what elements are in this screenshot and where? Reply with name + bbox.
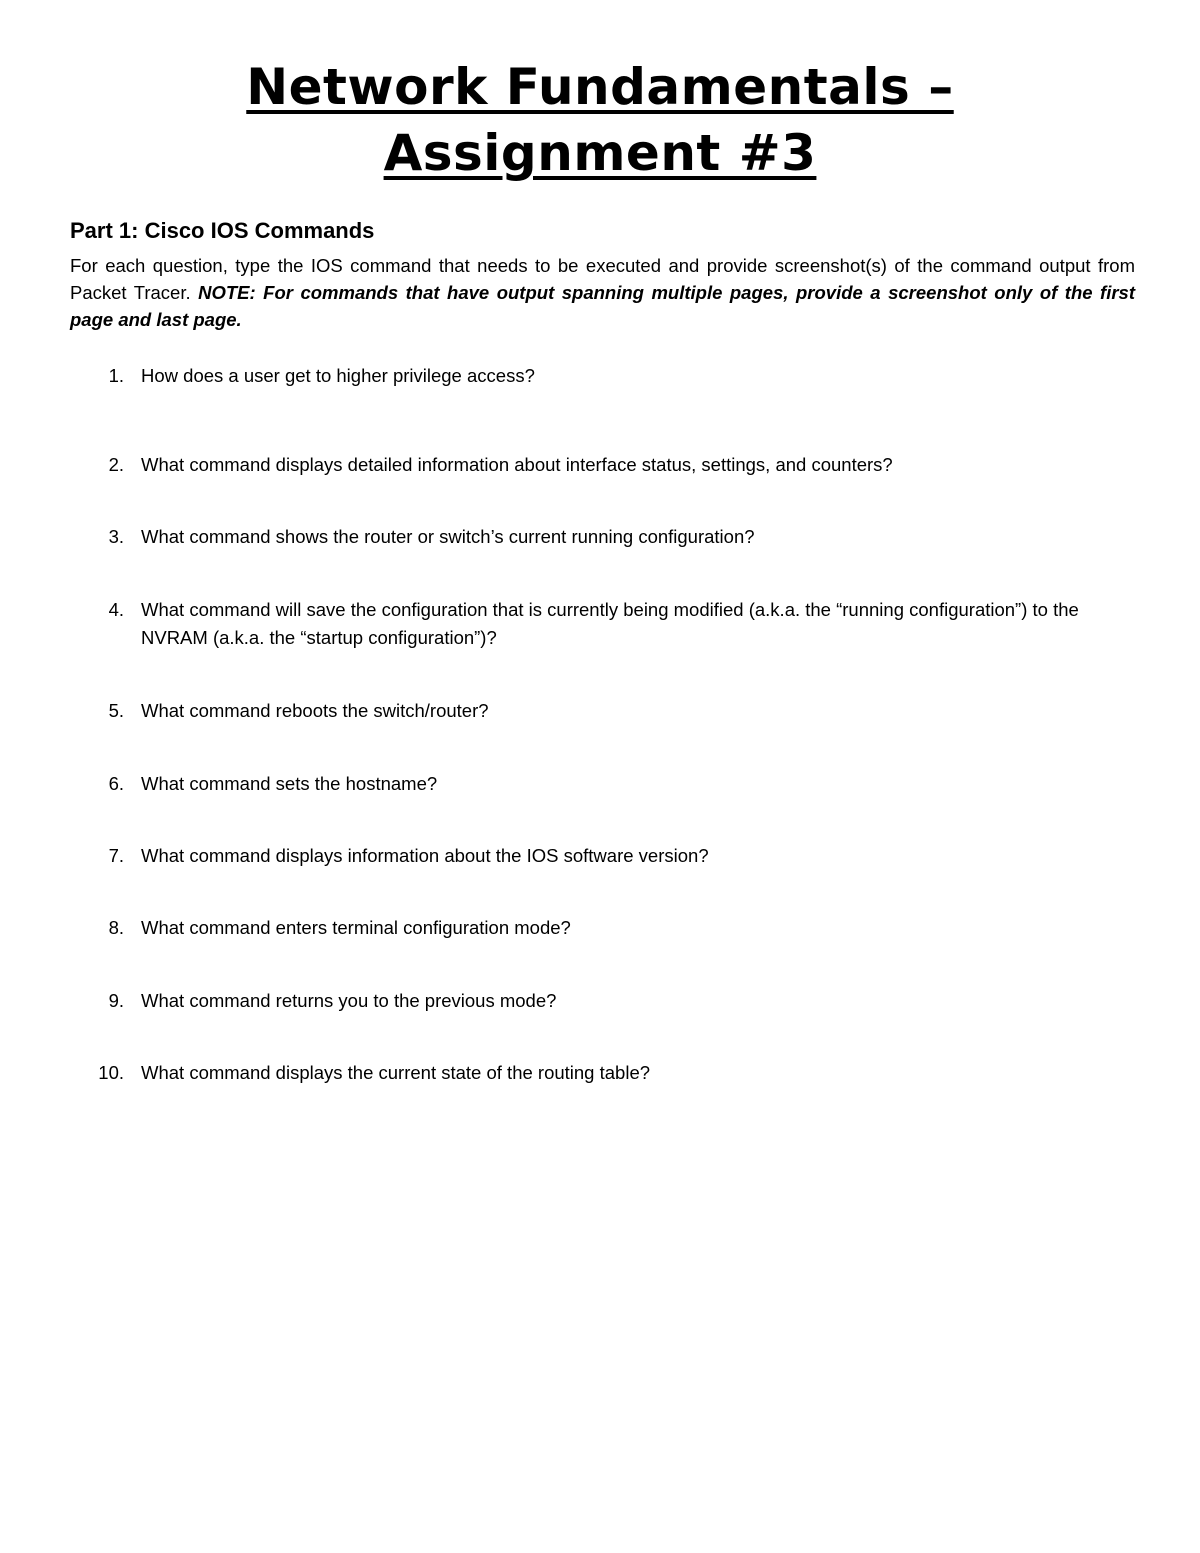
question-number: 6. (108, 773, 124, 794)
question-number: 9. (108, 990, 124, 1011)
question-number: 5. (108, 700, 124, 721)
question-number: 10. (98, 1062, 124, 1083)
part1-heading: Part 1: Cisco IOS Commands (70, 218, 375, 243)
question-text: What command will save the configuration that is currently being modified (a.k.a. the “running configuration”) to the NVRAM (a.k.a. the “startup configuration”)? (141, 599, 1079, 648)
part1-instructions (70, 252, 1135, 333)
question-number: 4. (108, 599, 124, 620)
question-number: 8. (108, 917, 124, 938)
document-title-line-2: Assignment #3 (383, 124, 817, 182)
question-number: 1. (108, 365, 124, 386)
question-text: What command shows the router or switch’s current running configuration? (141, 526, 755, 547)
question-number: 7. (108, 845, 124, 866)
instructions-text: For each question, type the IOS command that needs to be executed and provide screenshot(s) of the command output from Packet Tracer. (70, 255, 1135, 303)
question-text: What command sets the hostname? (141, 773, 438, 794)
question-text: How does a user get to higher privilege access? (141, 365, 535, 386)
question-text: What command displays information about the IOS software version? (141, 845, 709, 866)
document-title-line-1: Network Fundamentals – (246, 58, 954, 116)
document-title (0, 54, 1200, 186)
question-text: What command enters terminal configuration mode? (141, 917, 571, 938)
question-text: What command returns you to the previous mode? (141, 990, 557, 1011)
question-text: What command reboots the switch/router? (141, 700, 489, 721)
instructions-note: NOTE: For commands that have output spanning multiple pages, provide a screenshot only of the first page and last page. (70, 282, 1135, 330)
question-text: What command displays the current state of the routing table? (141, 1062, 651, 1083)
question-text: What command displays detailed information about interface status, settings, and counters? (141, 454, 893, 475)
question-number: 2. (108, 454, 124, 475)
question-number: 3. (108, 526, 124, 547)
